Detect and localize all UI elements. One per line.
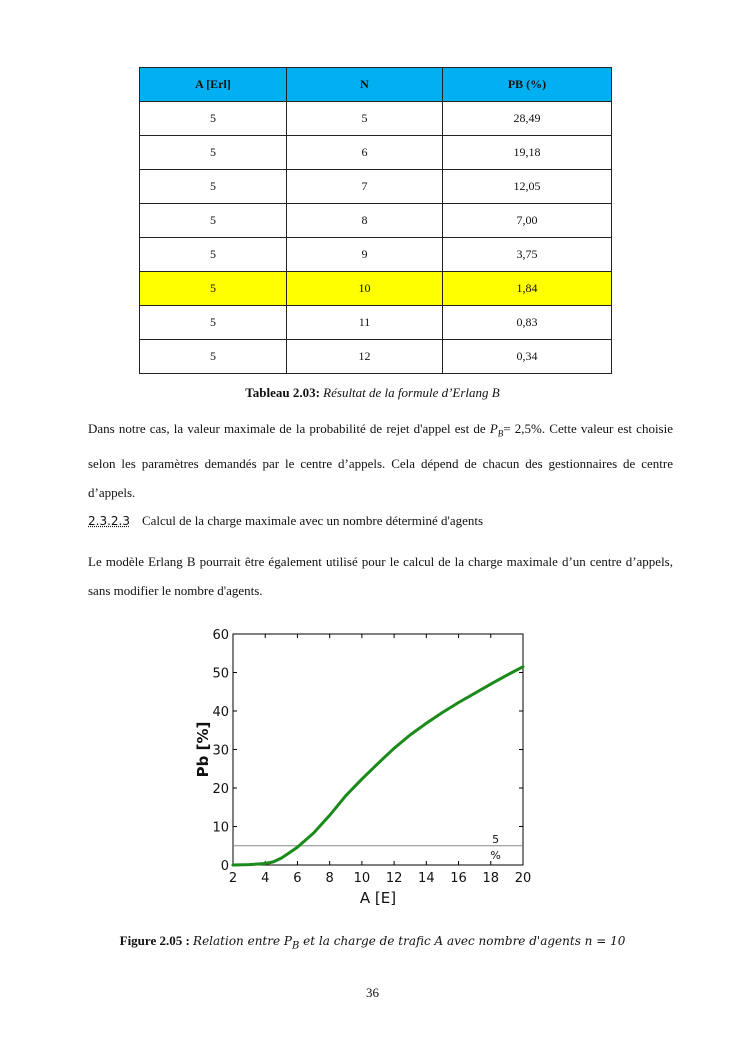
cell-n: 5 xyxy=(287,102,443,136)
y-axis-label: Pb [%] xyxy=(194,721,212,778)
table-row-highlighted xyxy=(140,272,612,306)
y-tick-label: 10 xyxy=(212,820,229,836)
table-row xyxy=(140,306,612,340)
cell-pb: 7,00 xyxy=(443,204,612,238)
section-title: Calcul de la charge maximale avec un nombre déterminé d'agents xyxy=(141,513,484,528)
figure-caption xyxy=(0,933,745,951)
plot-frame xyxy=(233,634,523,865)
x-tick-label: 18 xyxy=(482,871,500,886)
cell-pb: 3,75 xyxy=(443,238,612,272)
table-caption-text: Résultat de la formule d’Erlang B xyxy=(323,385,500,400)
page-number: 36 xyxy=(366,985,379,1000)
header-a-erl: A [Erl] xyxy=(140,68,287,102)
header-n: N xyxy=(287,68,443,102)
cell-pb: 28,49 xyxy=(443,102,612,136)
reference-line-label: 5 xyxy=(492,832,500,846)
cell-a: 5 xyxy=(140,272,287,306)
cell-n: 8 xyxy=(287,204,443,238)
cell-a: 5 xyxy=(140,340,287,374)
table-row xyxy=(140,340,612,374)
cell-a: 5 xyxy=(140,102,287,136)
cell-n: 12 xyxy=(287,340,443,374)
table-row xyxy=(140,204,612,238)
table-header-row xyxy=(140,68,612,102)
pb-vs-traffic-chart xyxy=(190,622,540,912)
section-number: 2.3.2.3 xyxy=(88,514,130,528)
y-tick-label: 30 xyxy=(212,743,229,759)
cell-n: 11 xyxy=(287,306,443,340)
figure-caption-text: Relation entre $P_B$ et la charge de trafic A avec nombre d'agents n = 10 xyxy=(193,934,626,952)
y-tick-label: 60 xyxy=(212,628,229,643)
cell-pb: 1,84 xyxy=(443,272,612,306)
table-row xyxy=(140,102,612,136)
series-line-pb xyxy=(233,667,523,865)
table-row xyxy=(140,136,612,170)
cell-a: 5 xyxy=(140,136,287,170)
x-tick-label: 12 xyxy=(385,871,403,886)
pb-symbol: $P_B$ xyxy=(489,421,504,439)
y-tick-label: 50 xyxy=(212,666,229,682)
x-tick-label: 14 xyxy=(418,871,435,886)
cell-n: 10 xyxy=(287,272,443,306)
paragraph1-after: = 2,5%. Cette valeur est choisie selon les paramètres demandés par le centre d’appels. Cela dépend de chacun des gestionnaires de centre d’appels. xyxy=(88,421,673,500)
cell-n: 7 xyxy=(287,170,443,204)
header-pb: PB (%) xyxy=(443,68,612,102)
x-axis-label: A [E] xyxy=(359,889,397,907)
cell-pb: 0,83 xyxy=(443,306,612,340)
section-heading xyxy=(88,513,483,529)
cell-a: 5 xyxy=(140,238,287,272)
table-row xyxy=(140,170,612,204)
x-tick-label: 8 xyxy=(325,871,334,886)
x-tick-label: 10 xyxy=(353,871,371,886)
table-row xyxy=(140,238,612,272)
reference-line-label-unit: % xyxy=(490,848,501,862)
figure-caption-label: Figure 2.05 : xyxy=(119,933,190,948)
x-tick-label: 16 xyxy=(450,871,467,886)
cell-a: 5 xyxy=(140,204,287,238)
y-tick-label: 20 xyxy=(212,782,229,797)
cell-a: 5 xyxy=(140,170,287,204)
cell-a: 5 xyxy=(140,306,287,340)
x-tick-label: 2 xyxy=(228,871,238,886)
cell-pb: 19,18 xyxy=(443,136,612,170)
y-tick-label: 0 xyxy=(220,859,229,874)
paragraph1-before: Dans notre cas, la valeur maximale de la probabilité de rejet d'appel est de xyxy=(88,421,490,436)
cell-pb: 12,05 xyxy=(443,170,612,204)
paragraph-erlang-model: Le modèle Erlang B pourrait être également utilisé pour le calcul de la charge maximale d’un centre d’appels, sans modifier le nombre d'agents. xyxy=(88,554,673,598)
table-caption xyxy=(0,385,745,401)
paragraph-rejection-probability xyxy=(88,414,673,507)
x-tick-label: 20 xyxy=(514,871,532,886)
cell-pb: 0,34 xyxy=(443,340,612,374)
table-caption-label: Tableau 2.03: xyxy=(245,385,320,400)
x-tick-label: 4 xyxy=(261,871,270,886)
erlang-b-table xyxy=(139,67,612,374)
cell-n: 6 xyxy=(287,136,443,170)
cell-n: 9 xyxy=(287,238,443,272)
x-tick-label: 6 xyxy=(293,871,302,886)
y-tick-label: 40 xyxy=(212,705,229,720)
